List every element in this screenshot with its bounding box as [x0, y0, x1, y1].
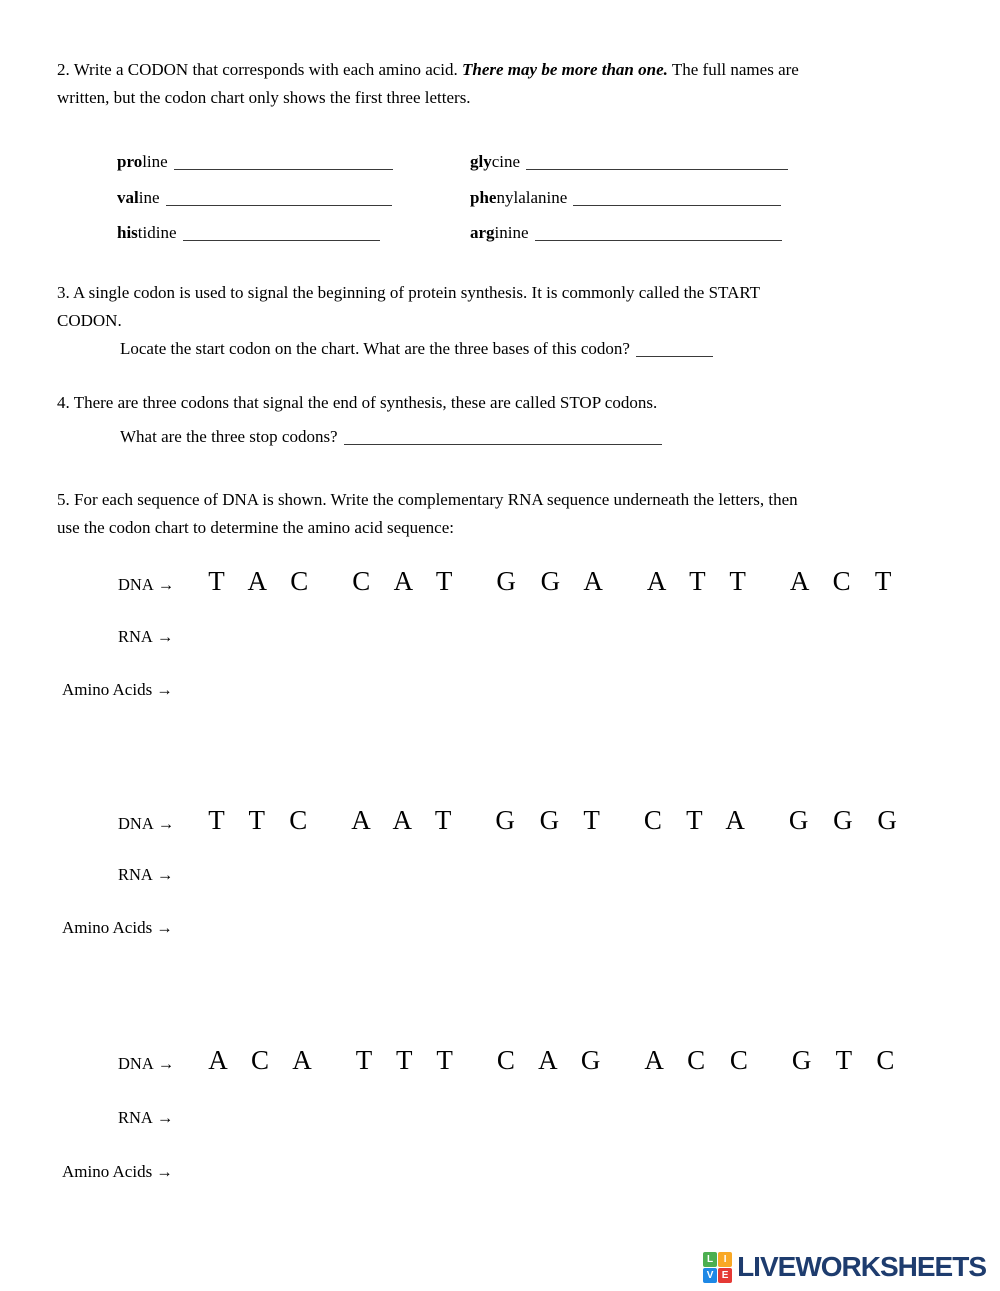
question-3-line-1: 3. A single codon is used to signal the beginning of protein synthesis. It is commonly called the START — [57, 283, 761, 302]
sequence-2-rna-label: RNA — [118, 865, 153, 884]
amino-acid-column-right — [470, 144, 788, 251]
amino-acid-phenylalanine — [470, 180, 788, 216]
amino-acid-arginine-rest: inine — [494, 223, 529, 242]
logo-square-i: I — [718, 1252, 732, 1267]
amino-acid-proline — [117, 144, 393, 180]
answer-blank-phenylalanine[interactable] — [573, 192, 781, 206]
amino-acid-glycine-rest: cine — [491, 152, 521, 171]
question-3-text — [57, 279, 962, 335]
sequence-3-amino-acids-row[interactable] — [62, 1158, 173, 1186]
question-3-prompt — [120, 335, 713, 363]
right-arrow-icon: → — [156, 680, 173, 699]
amino-acid-glycine-abbrev: gly — [470, 152, 492, 171]
amino-acid-histidine — [117, 215, 393, 251]
amino-acid-valine-rest: ine — [138, 187, 160, 207]
sequence-3-dna-letters — [208, 1044, 894, 1076]
dna-codon-group: C T A — [643, 805, 745, 835]
amino-acid-phenylalanine-abbrev: phe — [470, 187, 497, 207]
sequence-3-dna-label: DNA — [118, 1054, 154, 1073]
question-2-text-post: The full names are — [667, 60, 799, 79]
amino-acid-histidine-abbrev: his — [117, 223, 138, 242]
sequence-1-dna-label: DNA — [118, 575, 154, 594]
sequence-2-dna-letters — [208, 804, 897, 836]
sequence-2-rna-row[interactable] — [118, 861, 173, 889]
sequence-3-rna-label: RNA — [118, 1108, 153, 1127]
logo-square-e: E — [718, 1268, 732, 1283]
dna-codon-group: A T T — [646, 566, 746, 596]
amino-acid-arginine-abbrev: arg — [470, 223, 495, 242]
amino-acid-glycine — [470, 144, 788, 180]
answer-blank-arginine[interactable] — [535, 227, 782, 241]
liveworksheets-wordmark: LIVEWORKSHEETS — [737, 1251, 986, 1282]
sequence-1-rna-row[interactable] — [118, 623, 173, 651]
right-arrow-icon: → — [156, 627, 174, 646]
dna-codon-group: A A T — [351, 805, 452, 835]
sequence-2-amino-acids-label: Amino Acids — [62, 918, 153, 937]
amino-acid-proline-rest: line — [142, 152, 168, 171]
dna-codon-group: C A G — [496, 1045, 601, 1075]
answer-blank-proline[interactable] — [174, 156, 393, 170]
sequence-2-dna-label: DNA — [118, 814, 154, 833]
amino-acid-valine-abbrev: val — [117, 187, 139, 207]
sequence-1-amino-acids-label: Amino Acids — [62, 680, 153, 699]
sequence-1-dna-row — [118, 565, 891, 597]
right-arrow-icon: → — [156, 1162, 173, 1181]
right-arrow-icon: → — [156, 918, 173, 937]
question-5-line-1: 5. For each sequence of DNA is shown. Write the complementary RNA sequence underneath the letters, then — [57, 490, 798, 509]
answer-blank-glycine[interactable] — [526, 156, 788, 170]
dna-codon-group: A C A — [208, 1045, 312, 1075]
sequence-1-amino-acids-row[interactable] — [62, 676, 173, 704]
question-4-text — [57, 389, 962, 417]
sequence-3-dna-row — [118, 1044, 894, 1076]
amino-acid-valine — [117, 180, 393, 216]
dna-codon-group: G T C — [791, 1045, 895, 1075]
question-4-line-1: 4. There are three codons that signal the end of synthesis, these are called STOP codons. — [57, 393, 658, 412]
amino-acid-column-left — [117, 144, 393, 251]
dna-codon-group: T A C — [208, 566, 309, 596]
start-codon-answer-blank[interactable] — [636, 343, 713, 357]
amino-acid-arginine — [470, 215, 788, 251]
question-5-text — [57, 486, 962, 542]
logo-square-v: V — [703, 1268, 717, 1283]
question-2-line-2: written, but the codon chart only shows the first three letters. — [57, 88, 471, 107]
amino-acid-proline-abbrev: pro — [117, 152, 143, 171]
stop-codons-answer-blank[interactable] — [344, 431, 662, 445]
answer-blank-valine[interactable] — [166, 192, 392, 206]
question-3-line-2: CODON. — [57, 311, 122, 330]
question-4-prompt — [120, 423, 662, 451]
sequence-1-rna-label: RNA — [118, 627, 153, 646]
sequence-2-amino-acids-row[interactable] — [62, 914, 173, 942]
dna-codon-group: A C T — [789, 566, 892, 596]
question-2-line-1 — [57, 56, 962, 84]
dna-codon-group: G G T — [495, 805, 600, 835]
dna-codon-group: T T C — [208, 805, 308, 835]
right-arrow-icon: → — [156, 865, 174, 884]
dna-codon-group: G G G — [788, 805, 897, 835]
liveworksheets-grid-icon — [703, 1252, 732, 1283]
dna-codon-group: G G A — [496, 566, 603, 596]
answer-blank-histidine[interactable] — [183, 227, 380, 241]
dna-codon-group: C A T — [352, 566, 453, 596]
logo-square-l: L — [703, 1252, 717, 1267]
right-arrow-icon: → — [157, 814, 175, 833]
question-2-text-pre: 2. Write a CODON that corresponds with each amino acid. — [57, 60, 463, 79]
sequence-1-dna-letters — [208, 565, 891, 597]
liveworksheets-logo[interactable] — [703, 1251, 986, 1283]
question-4-prompt-text: What are the three stop codons? — [120, 427, 338, 446]
sequence-3-rna-row[interactable] — [118, 1104, 173, 1132]
question-2-text — [57, 56, 962, 112]
right-arrow-icon: → — [157, 575, 175, 594]
question-2-emphasis: There may be more than one. — [462, 60, 668, 79]
amino-acid-phenylalanine-rest: nylalanine — [496, 187, 568, 207]
sequence-3-amino-acids-label: Amino Acids — [62, 1162, 153, 1181]
question-5-line-2: use the codon chart to determine the amino acid sequence: — [57, 518, 454, 537]
question-3-prompt-text: Locate the start codon on the chart. What are the three bases of this codon? — [120, 339, 630, 358]
right-arrow-icon: → — [157, 1054, 175, 1073]
dna-codon-group: A C C — [644, 1045, 748, 1075]
dna-codon-group: T T T — [355, 1045, 453, 1075]
sequence-2-dna-row — [118, 804, 897, 836]
right-arrow-icon: → — [156, 1108, 174, 1127]
amino-acid-histidine-rest: tidine — [137, 223, 177, 242]
